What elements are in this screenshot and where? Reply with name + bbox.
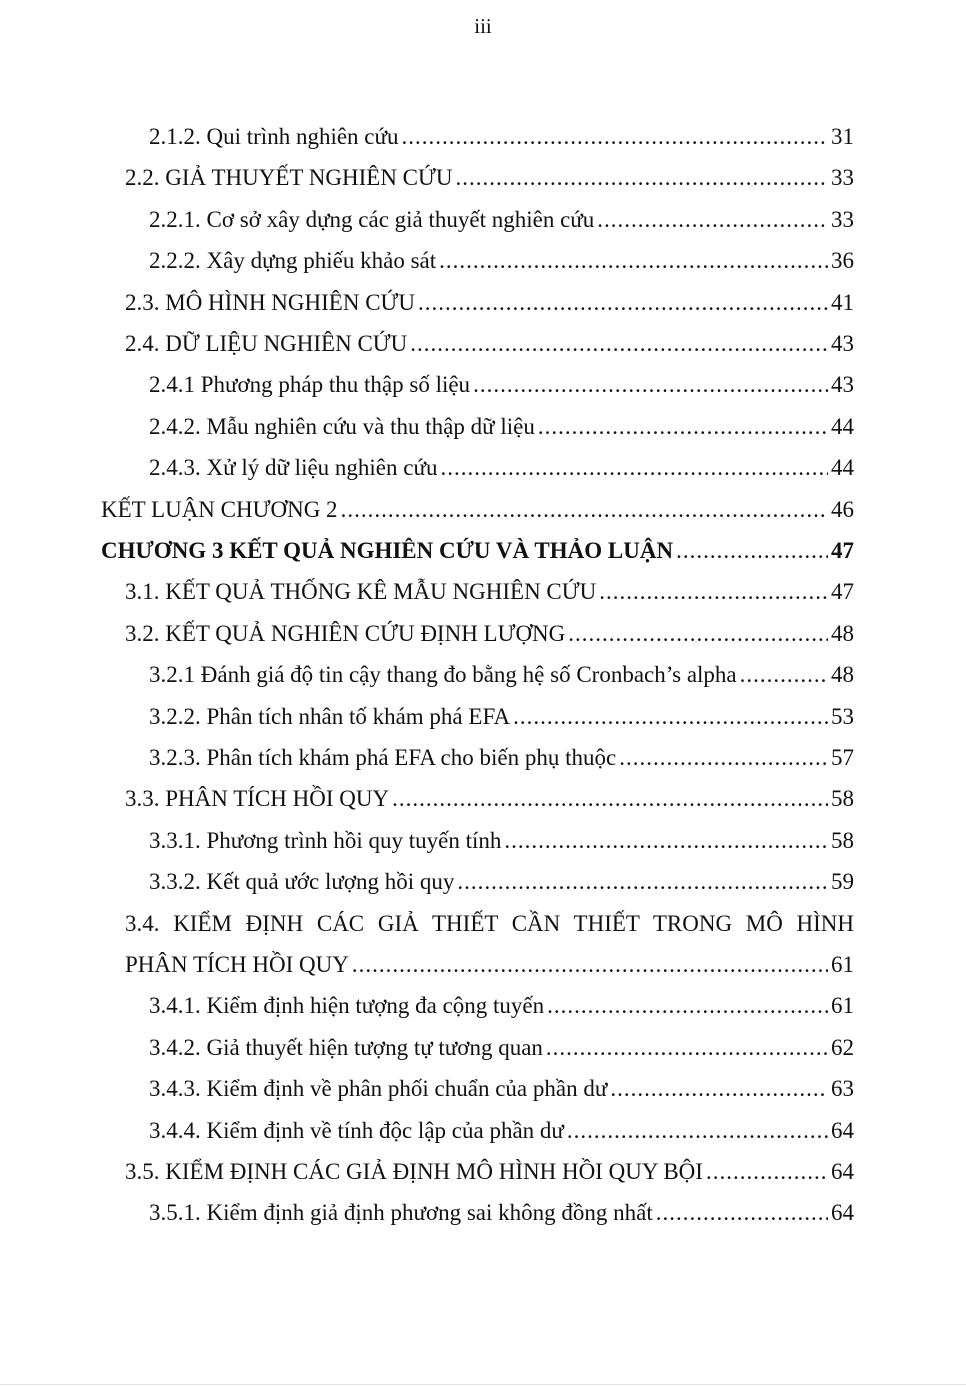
toc-leader-dots (619, 743, 828, 773)
toc-entry-title: 3.3.1. Phương trình hồi quy tuyến tính (149, 827, 502, 853)
toc-entry-page: 47 (831, 538, 854, 563)
page-bottom-divider (0, 1384, 966, 1385)
toc-entry-title: 2.1.2. Qui trình nghiên cứu (149, 124, 399, 149)
toc-leader-dots (599, 577, 828, 607)
toc-entry-page: 33 (831, 206, 854, 232)
toc-entry-title: 3.4.3. Kiểm định về phân phối chuẩn của phần dư (149, 1076, 608, 1102)
toc-leader-dots (410, 329, 828, 359)
toc-entry (125, 784, 854, 814)
page-number: iii (474, 14, 492, 38)
toc-entry-title: 3.2.3. Phân tích khám phá EFA cho biến phụ thuộc (149, 745, 617, 770)
toc-leader-dots (740, 660, 828, 690)
toc-entry-title: 3.2.2. Phân tích nhân tố khám phá EFA (149, 703, 511, 729)
toc-entry-page: 41 (831, 289, 854, 315)
toc-entry (125, 1157, 854, 1187)
toc-entry-page: 44 (831, 455, 854, 481)
toc-entry (149, 1116, 854, 1146)
toc-leader-dots (473, 370, 828, 400)
toc-leader-dots (546, 1033, 828, 1063)
toc-leader-dots (538, 412, 828, 442)
toc-entry (101, 536, 854, 566)
toc-entry-title: 3.4.2. Giả thuyết hiện tượng tự tương quan (149, 1034, 543, 1060)
toc-leader-dots (457, 867, 828, 897)
toc-entry (149, 246, 854, 276)
toc-leader-dots (597, 205, 828, 235)
toc-entry-page: 36 (831, 248, 854, 274)
toc-entry (125, 909, 854, 939)
toc-entry (149, 370, 854, 400)
toc-leader-dots (568, 619, 828, 649)
toc-entry (149, 702, 854, 732)
toc-entry (149, 991, 854, 1021)
toc-leader-dots (439, 246, 828, 276)
toc-entry-title: 3.2. KẾT QUẢ NGHIÊN CỨU ĐỊNH LƯỢNG (125, 620, 566, 646)
toc-entry-page: 62 (831, 1034, 854, 1060)
toc-entry (149, 743, 854, 773)
toc-entry (125, 329, 854, 359)
toc-leader-dots (676, 536, 828, 566)
toc-leader-dots (610, 1074, 828, 1104)
toc-leader-dots (567, 1116, 828, 1146)
toc-entry-title: 2.2.2. Xây dựng phiếu khảo sát (149, 248, 437, 274)
toc-leader-dots (706, 1157, 828, 1187)
toc-entry-page: 46 (831, 496, 854, 522)
toc-leader-dots (455, 163, 828, 193)
toc-entry-title: 3.2.1 Đánh giá độ tin cậy thang đo bằng hệ số Cronbach’s alpha (149, 662, 737, 688)
toc-entry (149, 205, 854, 235)
toc-entry-page: 43 (831, 372, 854, 398)
toc-entry-title: 3.3.2. Kết quả ước lượng hồi quy (149, 869, 455, 895)
toc-entry (149, 826, 854, 856)
toc-entry-page: 63 (831, 1076, 854, 1102)
toc-entry-page: 57 (831, 745, 854, 770)
toc-entry (149, 1198, 854, 1228)
toc-entry-page: 48 (831, 662, 854, 688)
toc-entry-title: 2.4.3. Xử lý dữ liệu nghiên cứu (149, 455, 438, 481)
toc-entry (125, 577, 854, 607)
toc-leader-dots (547, 991, 828, 1021)
toc-entry (149, 453, 854, 483)
toc-leader-dots (513, 702, 828, 732)
toc-entry-page: 43 (831, 331, 854, 356)
toc-leader-dots (341, 495, 828, 525)
toc-entry-title: 2.4.1 Phương pháp thu thập số liệu (149, 372, 471, 398)
toc-leader-dots (440, 453, 828, 483)
toc-entry (125, 163, 854, 193)
toc-entry (149, 660, 854, 690)
toc-entry-page: 53 (831, 703, 854, 729)
toc-entry-title: 3.4.4. Kiểm định về tính độc lập của phần dư (149, 1117, 564, 1143)
toc-entry-title: 3.5.1. Kiểm định giả định phương sai không đồng nhất (149, 1200, 653, 1226)
toc-entry-page: 58 (831, 786, 854, 812)
toc-entry-page: 58 (831, 827, 854, 853)
toc-entry-page: 61 (831, 952, 854, 977)
toc-entry-page: 59 (831, 869, 854, 895)
toc-entry-title: 2.2.1. Cơ sở xây dựng các giả thuyết nghiên cứu (149, 206, 595, 232)
toc-entry-page: 33 (831, 165, 854, 191)
toc-entry-title: PHÂN TÍCH HỒI QUY (125, 952, 349, 977)
toc-entry (101, 495, 854, 525)
toc-leader-dots (352, 950, 828, 980)
toc-entry-title: KẾT LUẬN CHƯƠNG 2 (101, 496, 338, 522)
toc-entry-title: 3.5. KIỂM ĐỊNH CÁC GIẢ ĐỊNH MÔ HÌNH HỒI QUY BỘI (125, 1159, 703, 1184)
toc-entry-page: 64 (831, 1159, 854, 1184)
toc-entry (149, 122, 854, 152)
toc-leader-dots (656, 1198, 828, 1228)
toc-entry (125, 619, 854, 649)
toc-entry-title: 2.4.2. Mẫu nghiên cứu và thu thập dữ liệu (149, 413, 535, 439)
toc-entry-page: 47 (831, 579, 854, 605)
toc-leader-dots (392, 784, 828, 814)
toc-entry-title: 3.4. KIỂM ĐỊNH CÁC GIẢ THIẾT CẦN THIẾT TRONG MÔ HÌNH (125, 910, 854, 936)
toc-entry (149, 412, 854, 442)
toc-entry-page: 48 (831, 620, 854, 646)
toc-entry-title: 2.3. MÔ HÌNH NGHIÊN CỨU (125, 289, 415, 315)
toc-entry-title: 2.4. DỮ LIỆU NGHIÊN CỨU (125, 331, 408, 356)
toc-entry (125, 288, 854, 318)
toc-entry-page: 44 (831, 413, 854, 439)
toc-leader-dots (504, 826, 828, 856)
toc-entry (149, 1074, 854, 1104)
toc-entry-page: 61 (831, 993, 854, 1019)
toc-entry-page: 64 (831, 1200, 854, 1226)
toc-entry-title: CHƯƠNG 3 KẾT QUẢ NGHIÊN CỨU VÀ THẢO LUẬN (101, 538, 674, 563)
toc-entry-title: 3.1. KẾT QUẢ THỐNG KÊ MẪU NGHIÊN CỨU (125, 579, 597, 605)
toc-leader-dots (418, 288, 828, 318)
toc-entry (149, 1033, 854, 1063)
toc-entry-title: 3.3. PHÂN TÍCH HỒI QUY (125, 786, 390, 812)
toc-entry-page: 31 (831, 124, 854, 149)
toc-entry-page: 64 (831, 1117, 854, 1143)
toc-entry (149, 867, 854, 897)
toc-entry-title: 3.4.1. Kiểm định hiện tượng đa cộng tuyến (149, 993, 545, 1019)
toc-leader-dots (401, 122, 828, 152)
toc-entry-title: 2.2. GIẢ THUYẾT NGHIÊN CỨU (125, 165, 453, 191)
toc-entry (125, 950, 854, 980)
